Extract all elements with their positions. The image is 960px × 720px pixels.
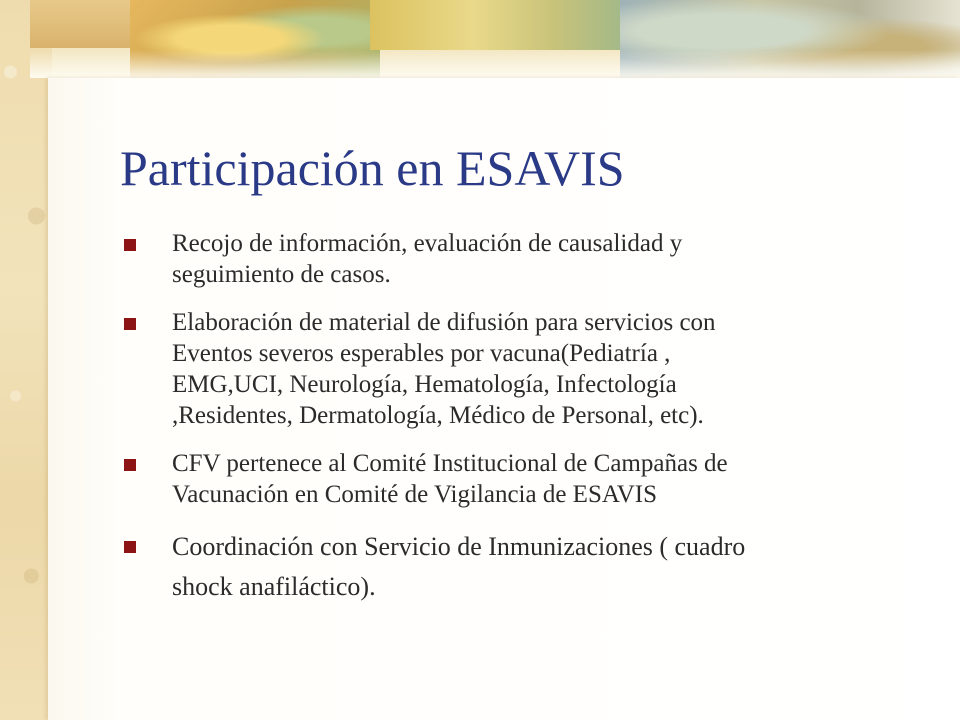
bullet-text [172, 228, 924, 290]
bullet-line: Elaboración de material de difusión para servicios con [172, 309, 716, 336]
bullet-line: CFV pertenece al Comité Institucional de Campañas de [172, 450, 728, 477]
bullet-item [124, 448, 924, 510]
bullet-line: Vacunación en Comité de Vigilancia de ESAVIS [172, 481, 657, 508]
bullet-line: seguimiento de casos. [172, 261, 391, 288]
square-bullet-icon [124, 318, 136, 330]
banner-fade [30, 50, 960, 78]
bullet-list [124, 228, 924, 624]
slide-title: Participación en ESAVIS [120, 140, 625, 196]
bullet-line: ,Residentes, Dermatología, Médico de Personal, etc). [172, 402, 704, 429]
square-bullet-icon [124, 541, 136, 553]
bullet-line: Recojo de información, evaluación de causalidad y [172, 230, 683, 257]
parchment-border [0, 0, 52, 720]
square-bullet-icon [124, 239, 136, 251]
bullet-line: Eventos severos esperables por vacuna(Pediatría , [172, 340, 671, 367]
bullet-item [124, 228, 924, 290]
decorative-banner [30, 0, 960, 78]
bullet-line: Coordinación con Servicio de Inmunizaciones ( cuadro [172, 532, 746, 561]
banner-segment [370, 0, 630, 50]
bullet-line: shock anafiláctico). [172, 572, 376, 601]
bullet-item [124, 307, 924, 431]
bullet-item [124, 527, 924, 607]
bullet-text [172, 307, 924, 431]
bullet-text [172, 448, 924, 510]
bullet-text [172, 527, 924, 607]
square-bullet-icon [124, 459, 136, 471]
bullet-line: EMG,UCI, Neurología, Hematología, Infectología [172, 371, 677, 398]
